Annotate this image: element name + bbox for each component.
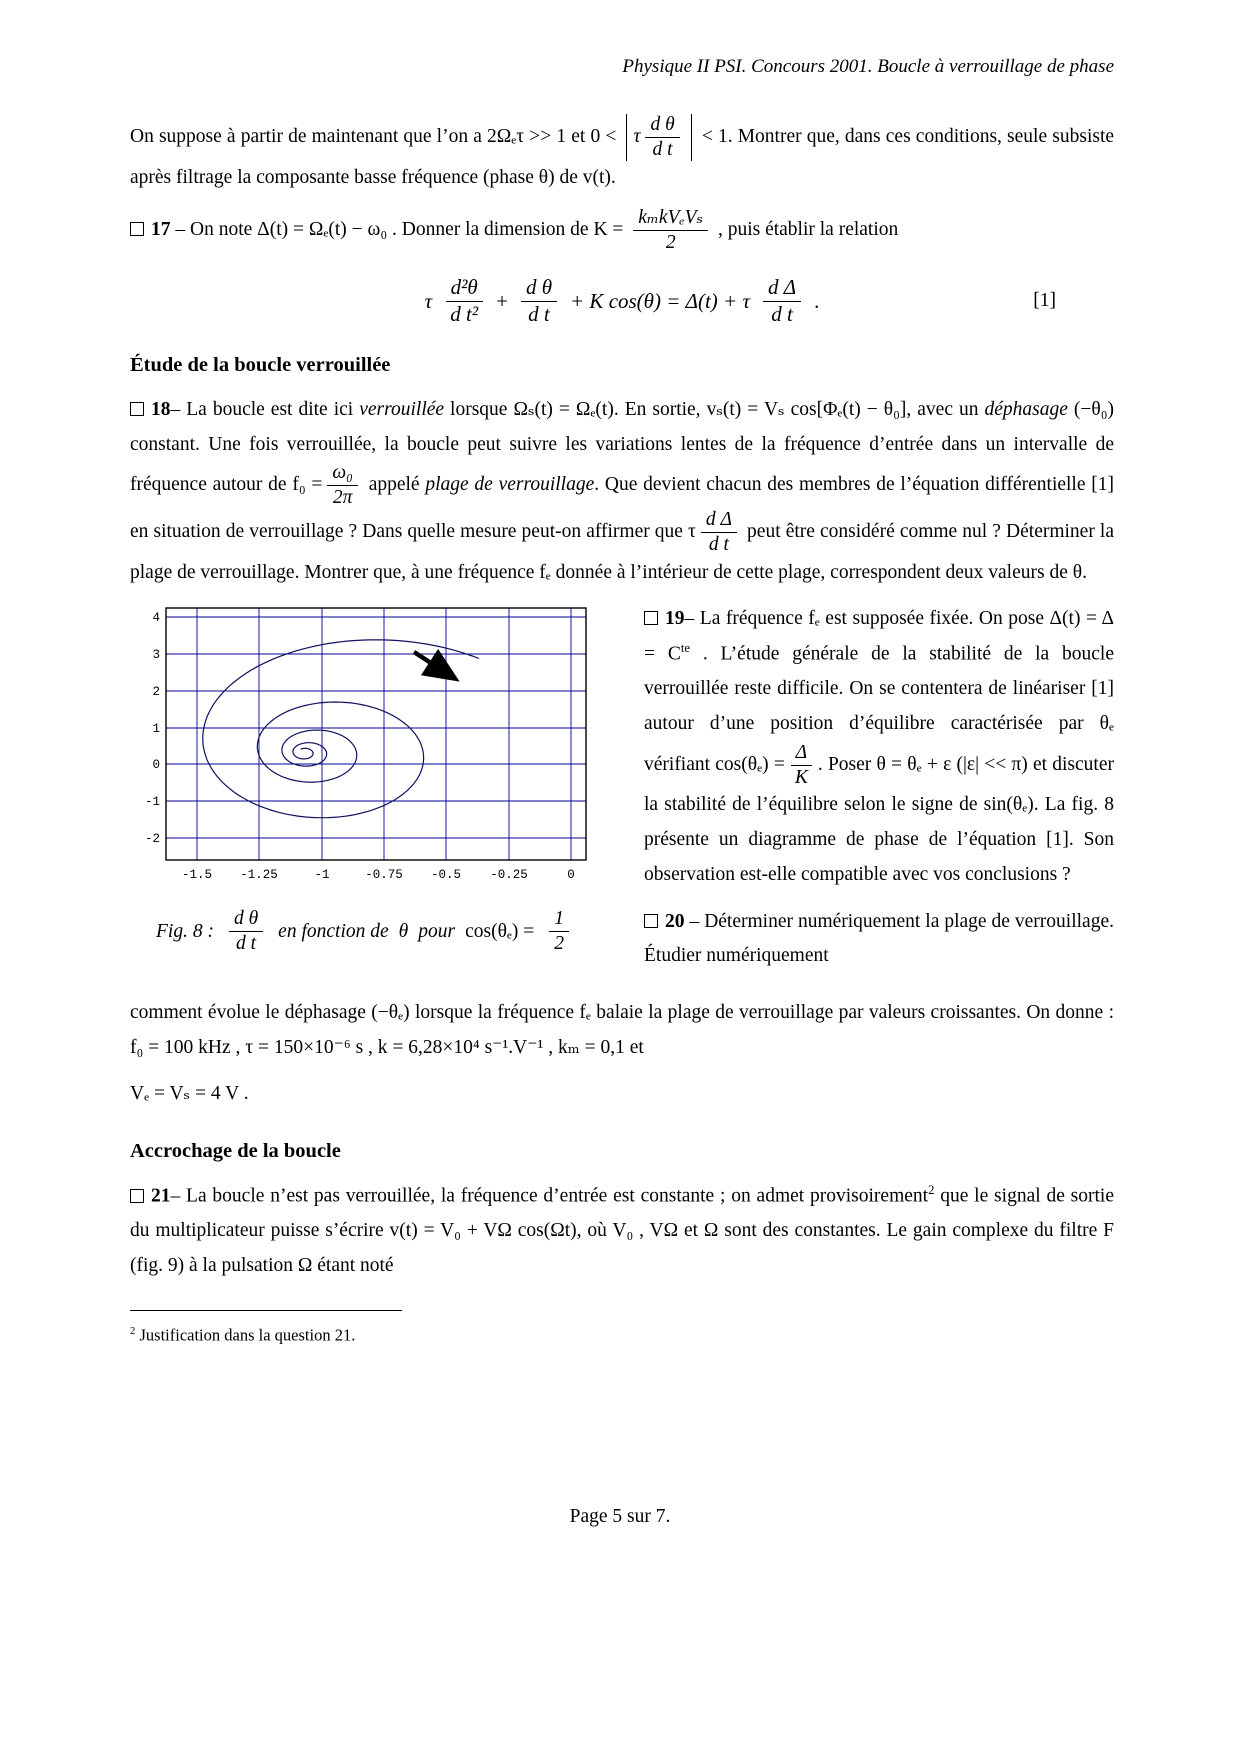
q18-text-c: (−θ₀) constant. Une fois verrouillée, la boucle peut suivre les variations lentes de la fréquence d’entrée dans un intervalle de fréquence autour de f₀ =	[130, 399, 1115, 496]
fraction-dtheta-dt: $\frac{\text{d θ}}{\text{d t}}$	[521, 276, 557, 326]
caption-fig-label: Fig. 8 :	[156, 920, 214, 942]
intro-text-b: < 1. Montrer que, dans ces conditions, seule subsiste après filtrage la composante basse fréquence (phase θ) de v(t).	[130, 125, 1115, 188]
q20-text-a: – Déterminer numériquement la plage de verrouillage. Étudier numériquement	[644, 910, 1114, 967]
fraction-ddelta-dt: $\frac{\text{d Δ}}{\text{d t}}$	[701, 509, 737, 556]
question-19	[644, 602, 1114, 892]
equation-body	[425, 276, 820, 326]
plot-grid	[166, 608, 586, 860]
question-17	[130, 207, 1114, 254]
question-checkbox-icon	[130, 1189, 144, 1203]
q18-text-f: peut être considéré comme nul ? Déterminer la plage de verrouillage. Montrer que, à une fréquence fₑ donnée à l’intérieur de cette plage, correspondent deux valeurs de θ.	[130, 520, 1114, 583]
question-number: 17	[151, 219, 171, 241]
question-checkbox-icon	[130, 222, 144, 236]
svg-text:-2: -2	[144, 832, 160, 847]
svg-text:-1.5: -1.5	[181, 868, 213, 883]
section-title-boucle-verrouillee: Étude de la boucle verrouillée	[130, 354, 391, 377]
question-number: 20	[665, 910, 685, 932]
fraction-delta-K: $\frac{\Delta}{K}$	[790, 742, 813, 789]
tau-symbol: τ	[424, 288, 433, 313]
footnote-divider	[130, 1310, 402, 1311]
x-axis-labels	[182, 868, 575, 882]
question-checkbox-icon	[130, 402, 144, 416]
figure-and-text-columns	[130, 602, 1114, 981]
question-number: 19	[665, 608, 685, 630]
fraction-K: $\frac{\text{kₘkVₑVₛ}}{2}$	[633, 207, 708, 254]
q18-text-e: . Que devient chacun des membres de l’équation différentielle [1] en situation de verrouillage ? Dans quelle mesure peut-on affirmer que τ	[130, 474, 1114, 542]
absolute-value-expression	[626, 114, 691, 161]
q19-text-b: . L’étude générale de la stabilité de la boucle verrouillée reste difficile. On se contentera de linéariser [1] autour d’une position d’équilibre caractérisée par θₑ vérifiant cos(θₑ) =	[644, 643, 1114, 775]
superscript-te: te	[680, 641, 690, 656]
fraction-omega0-2pi: $\frac{\text{ω₀}}{2\pi}$	[327, 462, 358, 509]
fraction-dtheta-dt: $\frac{\text{d θ}}{\text{d t}}$	[645, 114, 679, 161]
svg-text:-1.25: -1.25	[240, 868, 278, 883]
svg-text:-1: -1	[314, 868, 330, 883]
q19-text-a: – La fréquence fₑ est supposée fixée. On pose Δ(t) = Δ = C	[644, 608, 1114, 665]
svg-text:-0.75: -0.75	[365, 868, 403, 883]
direction-arrow-icon	[414, 652, 454, 678]
question-21	[130, 1179, 1114, 1284]
y-axis-labels	[145, 611, 160, 846]
footnote-marker: 2	[130, 1324, 136, 1337]
intro-paragraph	[130, 114, 1114, 195]
equation-1	[130, 276, 1114, 326]
q21-text-b: que le signal de sortie du multiplicateur puisse s’écrire v(t) = V₀ + VΩ cos(Ωt), où V₀ , VΩ et Ω sont des constantes. Le gain complexe du filtre F (fig. 9) à la pulsation Ω étant noté	[130, 1185, 1114, 1276]
caption-cos-expression: cos(θₑ) =	[465, 920, 535, 942]
q17-text-b: , puis établir la relation	[717, 219, 899, 241]
footnote-text: $^2$ Justification dans la question 21.	[130, 1324, 356, 1345]
plot-frame	[166, 608, 586, 860]
question-20-start	[644, 905, 1114, 974]
right-text-column	[644, 602, 1114, 981]
svg-text:1: 1	[152, 722, 160, 737]
q18-italic-verrouillee: verrouillée	[359, 399, 445, 421]
question-number: 21	[151, 1185, 171, 1207]
fraction-ddelta-dt: $\frac{\text{d Δ}}{\text{d t}}$	[763, 276, 801, 326]
q19-text-c: . Poser θ = θₑ + ε (|ε| << π) et discuter la stabilité de l’équilibre selon le signe de sin(θₑ). La fig. 8 présente un diagramme de phase de l’équation [1]. Son observation est-elle compatible avec vos conclusions ?	[644, 753, 1114, 885]
svg-text:-1: -1	[144, 795, 160, 810]
question-18	[130, 393, 1114, 590]
theta-symbol: θ	[398, 920, 409, 942]
section-title-accrochage: Accrochage de la boucle	[130, 1140, 341, 1163]
fraction-dtheta-dt: $\frac{\text{d θ}}{\text{d t}}$	[229, 908, 263, 955]
page-header: Physique II PSI. Concours 2001. Boucle à verrouillage de phase	[622, 56, 1114, 77]
svg-text:4: 4	[152, 611, 160, 626]
fraction-d2theta-dt2: $\frac{\text{d²θ}}{\text{d t²}}$	[445, 276, 483, 326]
caption-pour-text: pour	[418, 920, 456, 942]
q18-italic-dephasage: déphasage	[984, 399, 1068, 421]
question-checkbox-icon	[644, 914, 658, 928]
intro-text-a: On suppose à partir de maintenant que l’on a 2Ωₑτ >> 1 et 0 <	[130, 125, 617, 147]
figure-8-block	[130, 602, 612, 981]
q18-text-b: lorsque Ωₛ(t) = Ωₑ(t). En sortie, vₛ(t) = Vₛ cos[Φₑ(t) − θ₀], avec un	[444, 399, 985, 421]
fraction-one-half: $\frac{1}{2}$	[549, 908, 569, 955]
q18-italic-plage: plage de verrouillage	[425, 474, 595, 496]
caption-mid-text: en fonction de	[278, 920, 389, 942]
svg-text:0: 0	[152, 758, 160, 773]
svg-text:-0.25: -0.25	[490, 868, 528, 883]
svg-text:3: 3	[152, 648, 160, 663]
equation-label: [1]	[1033, 290, 1056, 312]
question-checkbox-icon	[644, 611, 658, 625]
equation-period: .	[814, 288, 820, 313]
page-footer: Page 5 sur 7.	[569, 1506, 671, 1527]
q18-text-a: – La boucle est dite ici	[170, 399, 360, 421]
svg-text:0: 0	[567, 868, 575, 883]
footnote-reference: 2	[928, 1183, 935, 1198]
q17-text-a: – On note Δ(t) = Ωₑ(t) − ω₀ . Donner la dimension de K =	[175, 219, 624, 241]
q18-text-d: appelé	[362, 474, 426, 496]
question-number: 18	[151, 399, 171, 421]
phase-diagram	[130, 602, 600, 888]
plus-sign: +	[496, 288, 508, 313]
tau-symbol: τ	[633, 125, 641, 147]
equation-middle: + K cos(θ) = Δ(t) + τ	[570, 288, 750, 313]
question-20-values-line: Vₑ = Vₛ = 4 V .	[130, 1083, 249, 1105]
footnote-block	[130, 1310, 1114, 1348]
figure-caption	[130, 908, 612, 955]
question-20-continuation: comment évolue le déphasage (−θₑ) lorsque la fréquence fₑ balaie la plage de verrouillage par valeurs croissantes. On donne : f₀ = 100 kHz , τ = 150×10⁻⁶ s , k = 6,28×10⁴ s⁻¹.V⁻¹ , kₘ = 0,1 et	[130, 1001, 1114, 1058]
svg-text:2: 2	[152, 685, 160, 700]
svg-text:-0.5: -0.5	[430, 868, 462, 883]
q21-text-a: – La boucle n’est pas verrouillée, la fréquence d’entrée est constante ; on admet provisoirement	[170, 1185, 929, 1207]
